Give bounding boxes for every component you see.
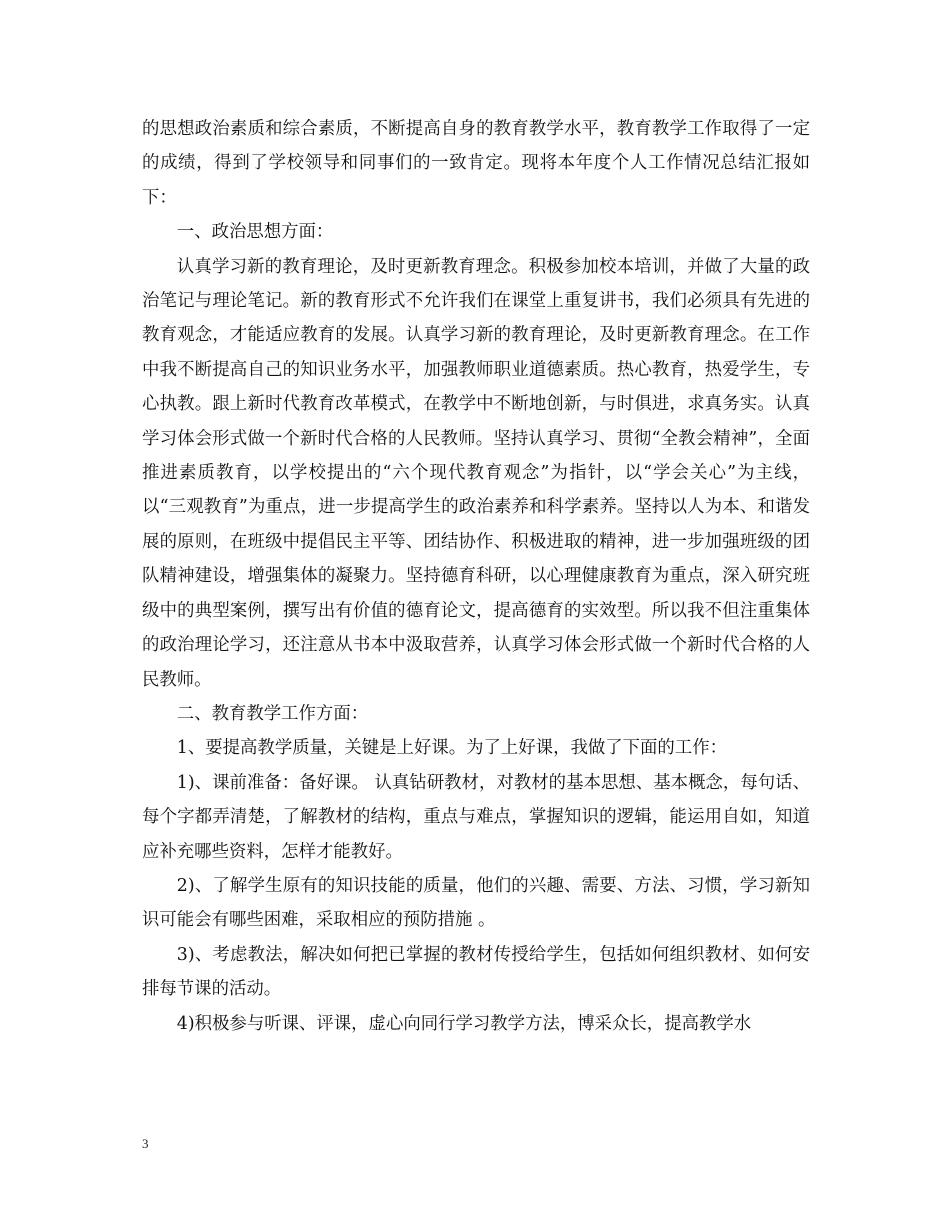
paragraph-teaching-methods: 3)、考虑教法，解决如何把已掌握的教材传授给学生，包括如何组织教材、如何安排每节课的活动。 xyxy=(142,944,810,1000)
paragraph-political-thought: 认真学习新的教育理论，及时更新教育理念。积极参加校本培训，并做了大量的政治笔记与理论笔记。新的教育形式不允许我们在课堂上重复讲书，我们必须具有先进的教育观念，才能适应教育的发展。认真学习新的教育理论，及时更新教育理念。在工作中我不断提高自己的知识业务水平，加强教师职业道德素质。热心教育，热爱学生，专心执教。跟上新时代教育改革模式，在教学中不断地创新，与时俱进，求真务实。认真学习体会形式做一个新时代合格的人民教师。坚持认真学习、贯彻“全教会精神”，全面推进素质教育，以学校提出的“六个现代教育观念”为指针，以“学会关心”为主线，以“三观教育”为重点，进一步提高学生的政治素养和科学素养。坚持以人为本、和谐发展的原则，在班级中提倡民主平等、团结协作、积极进取的精神，进一步加强班级的团队精神建设，增强集体的凝聚力。坚持德育科研，以心理健康教育为重点，深入研究班级中的典型案例，撰写出有价值的德育论文，提高德育的实效型。所以我不但注重集体的政治理论学习，还注意从书本中汲取营养，认真学习体会形式做一个新时代合格的人民教师。 xyxy=(142,256,810,690)
section-heading-political-thought: 一、政治思想方面： xyxy=(176,222,334,243)
section-heading-teaching-work: 二、教育教学工作方面： xyxy=(176,703,369,724)
paragraph-teaching-quality: 1、要提高教学质量，关键是上好课。为了上好课，我做了下面的工作： xyxy=(176,738,727,759)
paragraph-intro-continuation: 的思想政治素质和综合素质，不断提高自身的教育教学水平，教育教学工作取得了一定的成绩，得到了学校领导和同事们的一致肯定。现将本年度个人工作情况总结汇报如下： xyxy=(142,119,810,208)
page-number: 3 xyxy=(142,1136,149,1151)
document-body xyxy=(142,112,810,1041)
paragraph-student-understanding: 2)、了解学生原有的知识技能的质量，他们的兴趣、需要、方法、习惯，学习新知识可能会有哪些困难，采取相应的预防措施 。 xyxy=(142,875,810,931)
paragraph-lesson-observation: 4)积极参与听课、评课，虚心向同行学习教学方法，博采众长，提高教学水 xyxy=(176,1013,752,1034)
paragraph-lesson-preparation: 1)、课前准备：备好课。 认真钻研教材，对教材的基本思想、基本概念，每句话、每个字都弄清楚，了解教材的结构，重点与难点，掌握知识的逻辑，能运用自如，知道应补充哪些资料，怎样才能教好。 xyxy=(142,772,810,862)
